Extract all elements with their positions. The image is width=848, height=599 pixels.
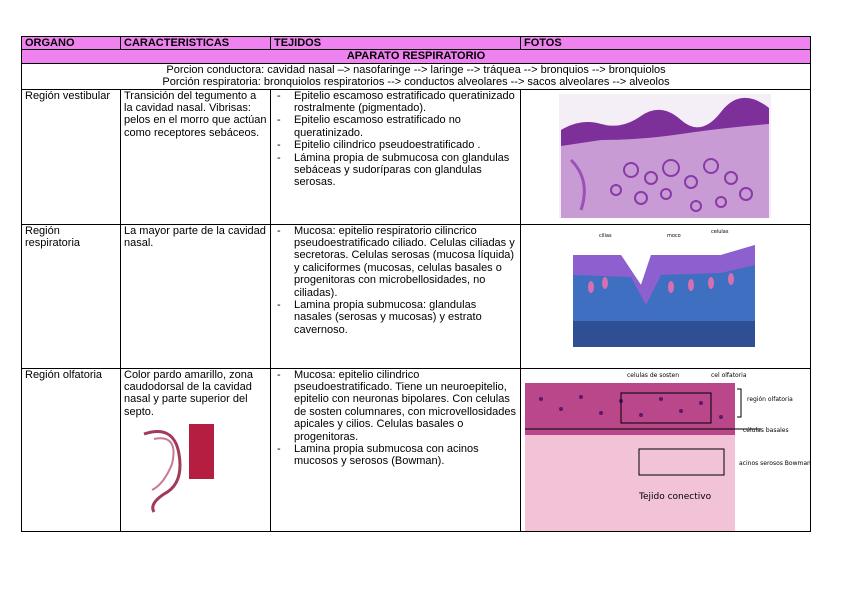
- section-row: [22, 50, 811, 63]
- table-row: [22, 368, 811, 531]
- route-cell: [22, 63, 811, 89]
- photo-label: Tejido conectivo: [639, 491, 712, 502]
- foto-cell: [521, 368, 811, 531]
- photo-label: cilias: [599, 232, 612, 239]
- header-caracteristicas: CARACTERISTICAS: [121, 37, 271, 50]
- histology-photo-vestibular: [521, 90, 811, 224]
- route-row: [22, 63, 811, 89]
- organo-cell: Región vestibular: [22, 89, 121, 224]
- route-respiratoria: Porción respiratoria: bronquiolos respiratorios --> conductos alveolares --> sacos alveolares --> alveolos: [162, 76, 670, 89]
- photo-label: moco: [667, 232, 681, 239]
- tejido-item: - Mucosa: epitelio cilindrico pseudoestratificado. Tiene un neuroepitelio, epitelio con neuronas bipolares. Con celulas de sosten columnares, con microvellosidades apicales y cilios. Celulas basales o progenitoras.: [274, 369, 517, 443]
- header-row: [22, 37, 811, 50]
- photo-label: acinos serosos Bowman: [739, 459, 811, 467]
- tejido-item: - Epitelio cilindrico pseudoestratificado .: [274, 139, 517, 151]
- photo-label: celulas de sosten: [627, 371, 680, 379]
- organo-cell: Región olfatoria: [22, 368, 121, 531]
- tejido-item: - Mucosa: epitelio respiratorio cilincrico pseudoestratificado ciliado. Celulas ciliadas y secretoras. Celulas serosas (mucosa líquida) y caliciformes (mucosas, celulas basales o progenitoras con microbellosidades, no ciliadas).: [274, 225, 517, 299]
- nasal-cavity-sketch: [134, 424, 214, 514]
- route-conductora: Porcion conductora: cavidad nasal –> nasofaringe --> laringe --> tráquea --> bronquios --> bronquiolos: [166, 63, 666, 76]
- organo-cell: Región respiratoria: [22, 224, 121, 368]
- photo-label: células basales: [743, 426, 789, 434]
- tejidos-cell: [271, 224, 521, 368]
- section-title: APARATO RESPIRATORIO: [22, 50, 811, 63]
- header-organo: ORGANO: [22, 37, 121, 50]
- caracteristicas-text: Color pardo amarillo, zona caudodorsal de la cavidad nasal y parte superior del septo.: [124, 368, 254, 418]
- foto-cell: [521, 224, 811, 368]
- caracteristicas-cell: [121, 368, 271, 531]
- photo-label: región olfatoria: [747, 395, 793, 403]
- caracteristicas-cell: La mayor parte de la cavidad nasal.: [121, 224, 271, 368]
- tejido-item: - Epitelio escamoso estratificado no queratinizado.: [274, 114, 517, 139]
- caracteristicas-cell: Transición del tegumento a la cavidad nasal. Vibrisas: pelos en el morro que actúan como receptores sebáceos.: [121, 89, 271, 224]
- tejido-item: - Lámina propia de submucosa con glandulas sebáceas y sudoríparas con glandulas serosas.: [274, 152, 517, 189]
- table-row: [22, 224, 811, 368]
- photo-label: cel olfatoria: [711, 371, 747, 379]
- histology-photo-olfatoria: [521, 369, 811, 531]
- tejido-item: - Lamina propia submucosa: glandulas nasales (serosas y mucosas) y estrato cavernoso.: [274, 299, 517, 336]
- foto-cell: [521, 89, 811, 224]
- respiratory-table: [21, 36, 811, 532]
- tejidos-cell: [271, 368, 521, 531]
- photo-label: celulas: [711, 228, 729, 235]
- tejido-item: - Epitelio escamoso estratificado queratinizado rostralmente (pigmentado).: [274, 90, 517, 115]
- tejido-item: - Lamina propia submucosa con acinos mucosos y serosos (Bowman).: [274, 443, 517, 468]
- histology-photo-respiratoria: [521, 225, 811, 368]
- header-tejidos: TEJIDOS: [271, 37, 521, 50]
- tejidos-cell: [271, 89, 521, 224]
- table-row: [22, 89, 811, 224]
- header-fotos: FOTOS: [521, 37, 811, 50]
